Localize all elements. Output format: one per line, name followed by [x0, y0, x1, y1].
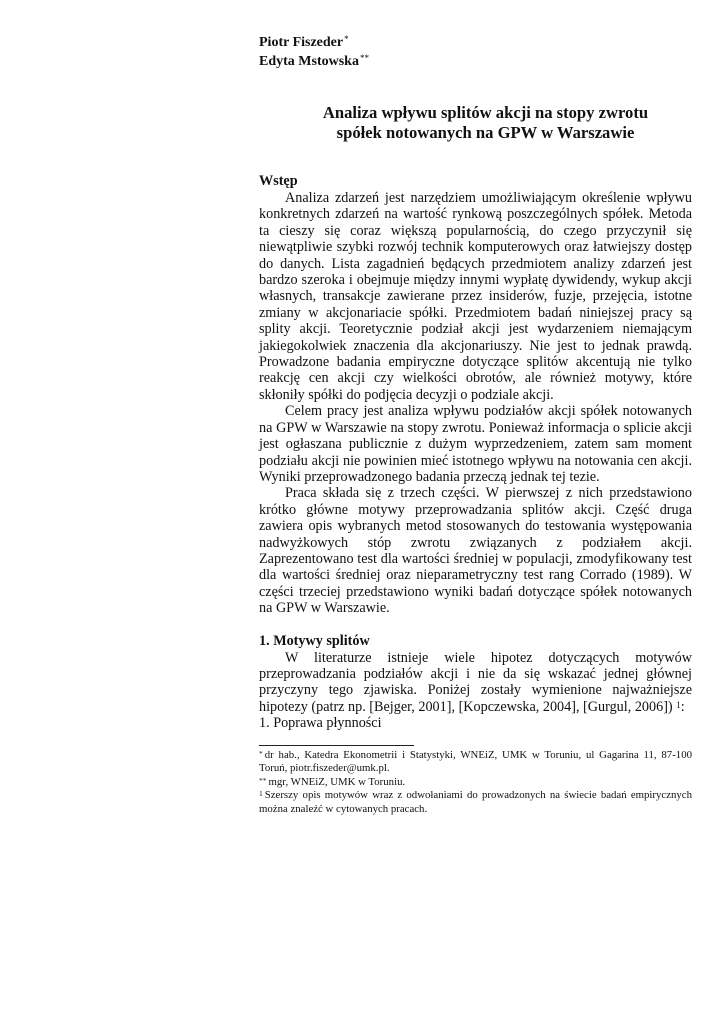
section-1-heading: 1. Motywy splitów [259, 632, 370, 649]
intro-paragraph-1: Analiza zdarzeń jest narzędziem umożliwiającym określenie wpływu konkretnych zdarzeń na wartość rynkową poszczególnych spółek. Metoda ta cieszy się coraz większą popularnością, do czego przyczynił się niewątpliwie szybki rozwój technik komputerowych oraz łatwiejszy dostęp do danych. Lista zagadnień będących przedmiotem analizy zdarzeń jest bardzo szeroka i obejmuje między innymi wypłatę dywidendy, wykup akcji własnych, transakcje zawierane przez insiderów, fuzje, przejęcia, istotne zmiany w akcjonariacie spółki. Przedmiotem badań niniejszej pracy są splity akcji. Teoretycznie podział akcji jest wydarzeniem niemającym jakiegokolwiek znaczenia dla akcjonariuszy. Nie jest to jednak prawdą. Prowadzone badania empiryczne dotyczące splitów akcentują nie tylko reakcję cen akcji czy wielkości obrotów, ale również motywy, które skłoniły spółki do podjęcia decyzji o podziale akcji. [259, 190, 692, 403]
footnote-ref-1: 1 [676, 699, 681, 710]
list-item-1: 1. Poprawa płynności [259, 715, 382, 732]
footnote-divider [259, 745, 414, 746]
footnote-1 [259, 749, 692, 776]
footnote-3 [259, 789, 692, 816]
intro-paragraph-3: Praca składa się z trzech części. W pierwszej z nich przedstawiono krótko główne motywy przeprowadzania splitów akcji. Część druga zawiera opis wybranych metod stosowanych do testowania występowania nadwyżkowych stóp zwrotu związanych z podziałem akcji. Zaprezentowano test dla wartości średniej w populacji, zmodyfikowany test dla wartości średniej oraz nieparametryczny test rang Corrado (1989). W części trzeciej przedstawiono wyniki badań dotyczące spółek notowanych na GPW w Warszawie. [259, 485, 692, 617]
section-1-paragraph [259, 650, 692, 716]
author-1-name: Piotr Fiszeder [259, 35, 344, 50]
intro-heading: Wstęp [259, 173, 298, 189]
author-1 [259, 33, 692, 52]
footnote-1-mark: * [259, 748, 263, 758]
author-1-mark: * [344, 34, 349, 44]
section-1-paragraph-end: : [680, 698, 685, 715]
section-1-paragraph-text: W literaturze istnieje wiele hipotez dotyczących motywów przeprowadzania podziałów akcji i nie da się wskazać jednej głównej przyczyny tego zjawiska. Poniżej zostały wymienione najważniejsze hipotezy (patrz np. [Bejger, 2001], [Kopczewska, 2004], [Gurgul, 2006]) [259, 649, 692, 715]
intro-paragraph-2: Celem pracy jest analiza wpływu podziałów akcji spółek notowanych na GPW w Warszawie na stopy zwrotu. Ponieważ informacja o splicie akcji jest ogłaszana publicznie z dużym wyprzedzeniem, zatem sam moment podziału akcji nie powinien mieć istotnego wpływu na notowania cen akcji. Wyniki przeprowadzonego badania przeczą jednak tej tezie. [259, 403, 692, 485]
footnote-3-mark: 1 [259, 789, 263, 799]
author-2-name: Edyta Mstowska [259, 54, 359, 69]
footnote-2-mark: ** [259, 775, 267, 785]
footnote-1-text: dr hab., Katedra Ekonometrii i Statystyki, WNEiZ, UMK w Toruniu, ul Gagarina 11, 87-100 Toruń, piotr.fiszeder@umk.pl. [259, 748, 692, 775]
footnote-3-text: Szerszy opis motywów wraz z odwołaniami do prowadzonych na świecie badań empirycznych można znaleźć w cytowanych pracach. [259, 789, 692, 815]
footnote-2 [259, 776, 692, 790]
paper-page [259, 30, 692, 817]
title-line-2: spółek notowanych na GPW w Warszawie [336, 123, 635, 142]
footnote-2-text: mgr, WNEiZ, UMK w Toruniu. [268, 775, 406, 788]
author-2 [259, 52, 692, 71]
title-line-1: Analiza wpływu splitów akcji na stopy zwrotu [322, 103, 649, 122]
author-2-mark: ** [359, 53, 369, 63]
paper-title [259, 103, 692, 143]
